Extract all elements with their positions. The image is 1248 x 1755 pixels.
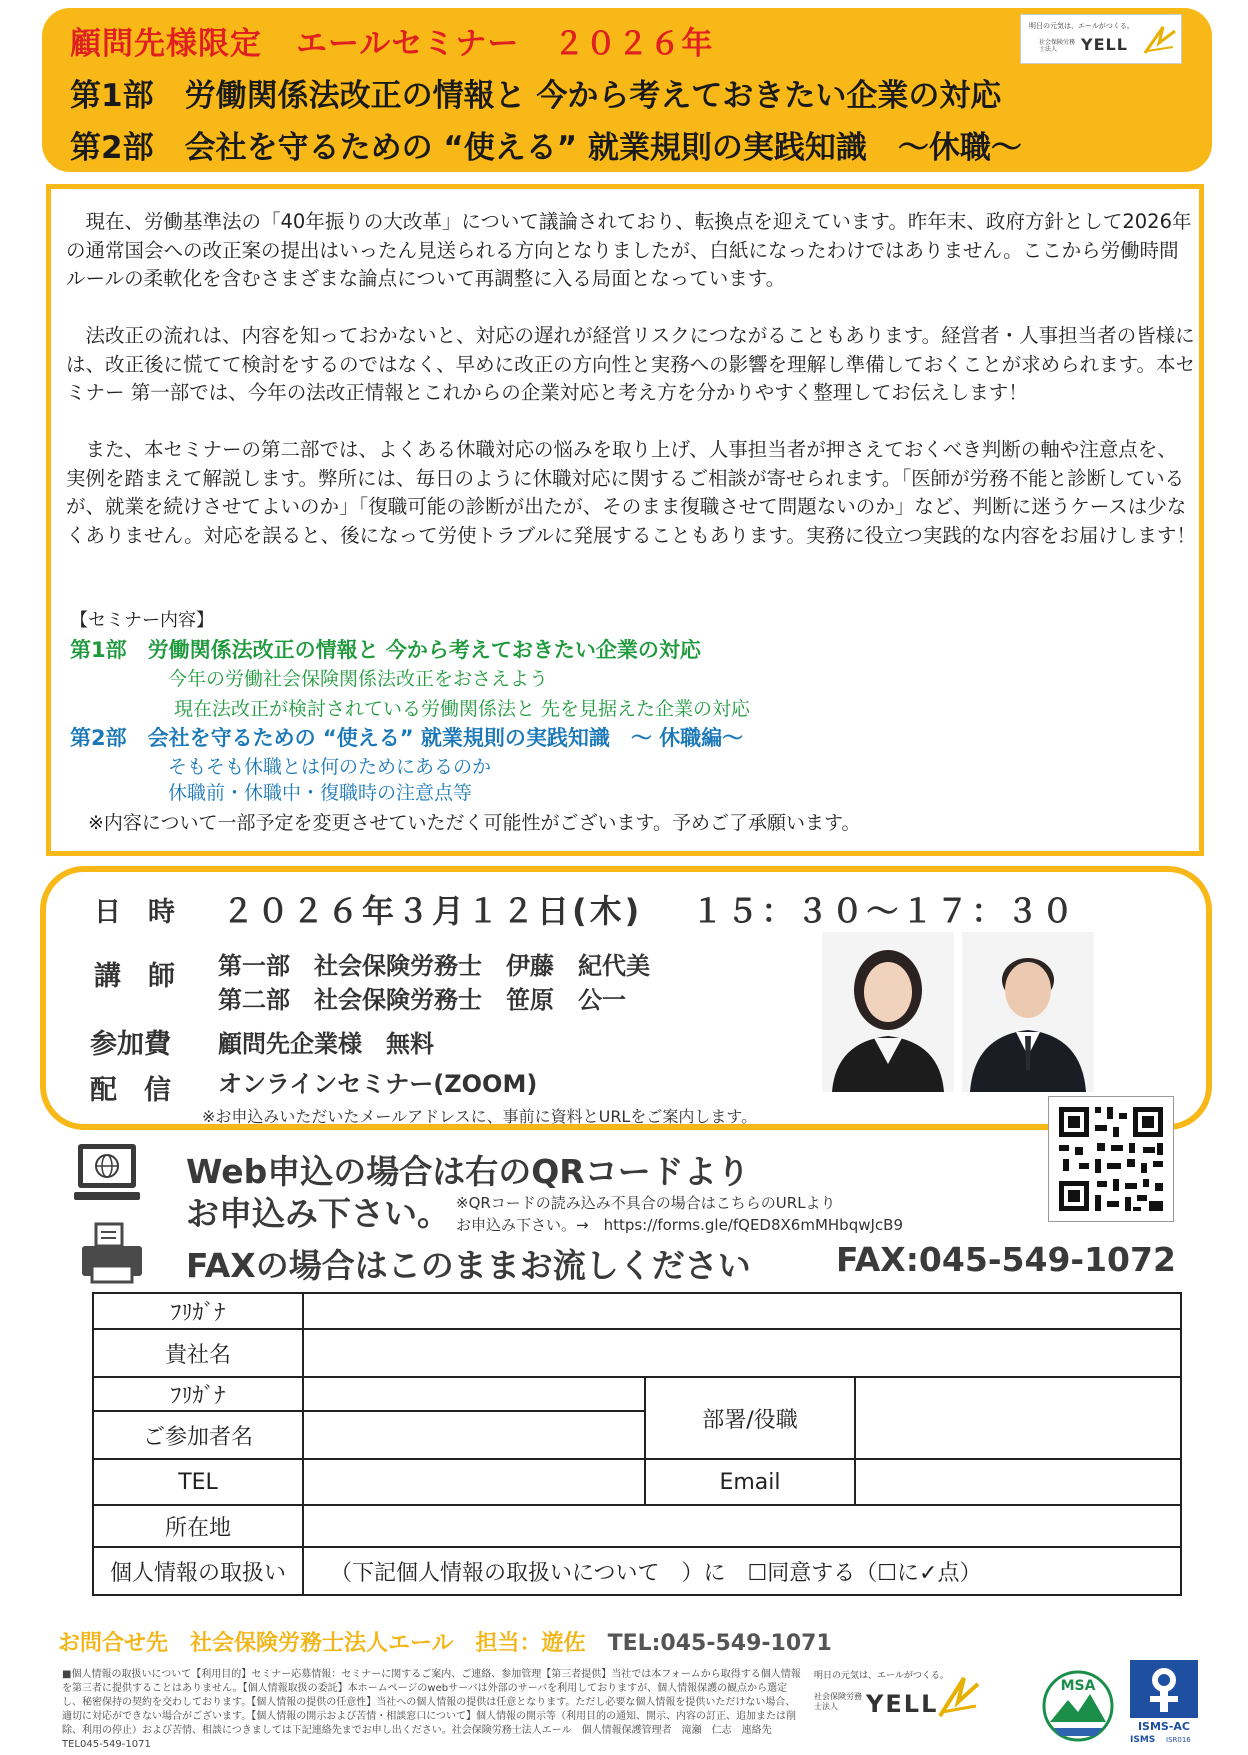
- address-label: 所在地: [93, 1505, 303, 1547]
- contents-part2: 第2部 会社を守るための “使える” 就業規則の実践知識 ～ 休職編～: [70, 726, 744, 750]
- department-field[interactable]: [855, 1377, 1181, 1459]
- participant-furigana-label: ﾌﾘｶﾞﾅ: [93, 1377, 303, 1411]
- lecturer-1-photo: [822, 932, 954, 1092]
- lecturer-label: 講 師: [94, 961, 175, 992]
- address-field[interactable]: [303, 1505, 1181, 1547]
- web-apply-line1: Web申込の場合は右のQRコードより: [186, 1152, 750, 1191]
- intro-paragraph-2: 法改正の流れは、内容を知っておかないと、対応の遅れが経営リスクにつながることもあります。経営者・人事担当者の皆様には、改正後に慌てて検討をするのではなく、早めに改正の方向性と実務への影響を理解し準備しておくことが求められます。本セミナー 第一部では、今年の法改正情報とこれからの企業対応と考え方を分かりやすく整理してお伝えします！: [66, 324, 1196, 404]
- isms-sub-label: ISMS: [1130, 1735, 1156, 1745]
- tel-field[interactable]: [303, 1459, 645, 1505]
- lecturer-2-photo: [962, 932, 1094, 1092]
- application-form: [92, 1292, 1182, 1596]
- contents-part2-item1: そもそも休職とは何のためにあるのか: [168, 756, 492, 778]
- delivery-label: 配 信: [90, 1075, 171, 1106]
- date-value: ２０２６年３月１２日(木) １５：３０～１７：３０: [222, 892, 1077, 930]
- contents-part1-item2: 現在法改正が検討されている労働関係法と 先を見据えた企業の対応: [174, 698, 751, 720]
- isms-label: ISMS-AC: [1137, 1720, 1191, 1733]
- participant-label: ご参加者名: [93, 1411, 303, 1459]
- yell-mark-icon: [1143, 23, 1177, 55]
- header-part1-title: 第1部 労働関係法改正の情報と 今から考えておきたい企業の対応: [70, 78, 1002, 114]
- computer-icon: [74, 1142, 140, 1206]
- header-part2-title: 第2部 会社を守るための “使える” 就業規則の実践知識 ～休職～: [70, 130, 1022, 166]
- tel-label: TEL: [93, 1459, 303, 1505]
- company-furigana-field[interactable]: [303, 1293, 1181, 1329]
- contents-note: ※内容について一部予定を変更させていただく可能性がございます。予めご了承願います。: [88, 812, 861, 834]
- msa-badge: [1040, 1664, 1116, 1748]
- intro-paragraph-1: 現在、労働基準法の「40年振りの大改革」について議論されており、転換点を迎えています。昨年末、政府方針として2026年の通常国会への改正案の提出はいったん見送られる方向となりましたが、白紙になったわけではありません。ここから労働時間ルールの柔軟化を含むさまざまな論点について再調整に入る局面となっています。: [66, 210, 1192, 290]
- email-field[interactable]: [855, 1459, 1181, 1505]
- privacy-consent-checkbox[interactable]: （下記個人情報の取扱いについて ）に ☐同意する（☐に✓点）: [303, 1547, 1181, 1595]
- delivery-note: ※お申込みいただいたメールアドレスに、事前に資料とURLをご案内します。: [202, 1107, 758, 1126]
- isms-number: ISR016: [1166, 1736, 1191, 1744]
- header-line1: [70, 18, 713, 63]
- seminar-year: ２０２６年: [553, 26, 714, 62]
- privacy-label: 個人情報の取扱い: [93, 1547, 303, 1595]
- company-label: 貴社名: [93, 1329, 303, 1377]
- department-label: 部署/役職: [645, 1377, 855, 1459]
- fax-icon: [80, 1222, 144, 1284]
- intro-paragraph-3: また、本セミナーの第二部では、よくある休職対応の悩みを取り上げ、人事担当者が押さえておくべき判断の軸や注意点を、実例を踏まえて解説します。弊所には、毎日のように休職対応に関するご相談が寄せられます。「医師が労務不能と診断しているが、就業を続けさせてよいのか」「復職可能の診断が出たが、そのまま復職させて問題ないのか」など、判断に迷うケースは少なくありません。対応を誤ると、後になって労使トラブルに発展することもあります。実務に役立つ実践的な内容をお届けします！: [66, 438, 1196, 547]
- date-label: 日 時: [94, 897, 175, 928]
- contents-title: 【セミナー内容】: [70, 610, 214, 631]
- fee-label: 参加費: [90, 1029, 171, 1060]
- contents-part2-item2: 休職前・休職中・復職時の注意点等: [168, 782, 473, 804]
- logo-name: YELL: [1081, 35, 1128, 54]
- fax-apply-line: FAXの場合はこのままお流しください: [186, 1246, 751, 1285]
- logo-org-type: 社会保険労務士法人: [1039, 39, 1076, 53]
- isms-badge: [1126, 1660, 1202, 1750]
- qr-note-line1: ※QRコードの読み込み不具合の場合はこちらのURLより: [456, 1194, 836, 1212]
- qr-code[interactable]: [1048, 1096, 1174, 1222]
- logo-tagline: 明日の元気は、エールがつくる。: [1029, 22, 1134, 30]
- form-url-link[interactable]: お申込み下さい。→ https://forms.gle/fQED8X6mMHbqwJcB9: [456, 1216, 903, 1234]
- privacy-fine-print: ■個人情報の取扱いについて【利用目的】セミナー応募情報：セミナーに関するご案内、ご連絡、参加管理【第三者提供】当社では本フォームから取得する個人情報を第三者に提供することはありません。【個人情報取扱の委託】本ホームページのwebサーバは外部のサーバを利用しておりますが、個人情報保護の観点から選定し、秘密保持の契約を交わしております。【個人情報の提供の任意性】当社への個人情報の提供は任意となります。ただし必要な個人情報を提供いただけない場合、適切に対応ができない場合がございます。【個人情報の開示および苦情・相談窓口について】個人情報の開示等（利用目的の通知、開示、内容の訂正、追加または削除、利用の停止）および苦情、相談につきましては下記連絡先までお申し出ください。社会保険労務士法人エール 個人情報保護管理者 滝瀬 仁志 連絡先 TEL045-549-1071: [62, 1669, 801, 1750]
- company-furigana-label: ﾌﾘｶﾞﾅ: [93, 1293, 303, 1329]
- fax-number: FAX:045-549-1072: [836, 1240, 1176, 1279]
- seminar-name: エールセミナー: [296, 26, 520, 62]
- footer-yell-mark-icon: [938, 1674, 980, 1718]
- footer-logo: [814, 1668, 974, 1744]
- contact-info: [58, 1626, 832, 1657]
- lecturer-1: 第一部 社会保険労務士 伊藤 紀代美: [218, 952, 650, 980]
- badge-text: 顧問先様限定: [70, 26, 262, 62]
- footer-logo-org: 社会保険労務士法人: [814, 1692, 862, 1711]
- email-label: Email: [645, 1459, 855, 1505]
- participant-furigana-field[interactable]: [303, 1377, 645, 1411]
- footer-logo-tagline: 明日の元気は、エールがつくる。: [814, 1671, 949, 1681]
- web-apply-line2: お申込み下さい。: [186, 1194, 450, 1233]
- msa-label: MSA: [1060, 1678, 1096, 1694]
- contact-tel: TEL:045-549-1071: [607, 1631, 832, 1656]
- participant-field[interactable]: [303, 1411, 645, 1459]
- contents-part1: 第1部 労働関係法改正の情報と 今から考えておきたい企業の対応: [70, 638, 701, 662]
- lecturer-2: 第二部 社会保険労務士 笹原 公一: [218, 986, 626, 1014]
- header-logo: [1020, 14, 1182, 64]
- contact-text: お問合せ先 社会保険労務士法人エール 担当：遊佐: [58, 1631, 586, 1656]
- footer-logo-name: YELL: [866, 1690, 939, 1718]
- company-field[interactable]: [303, 1329, 1181, 1377]
- delivery-value: オンラインセミナー(ZOOM): [218, 1070, 538, 1098]
- fee-value: 顧問先企業様 無料: [218, 1030, 434, 1058]
- contents-part1-item1: 今年の労働社会保険関係法改正をおさえよう: [168, 668, 549, 690]
